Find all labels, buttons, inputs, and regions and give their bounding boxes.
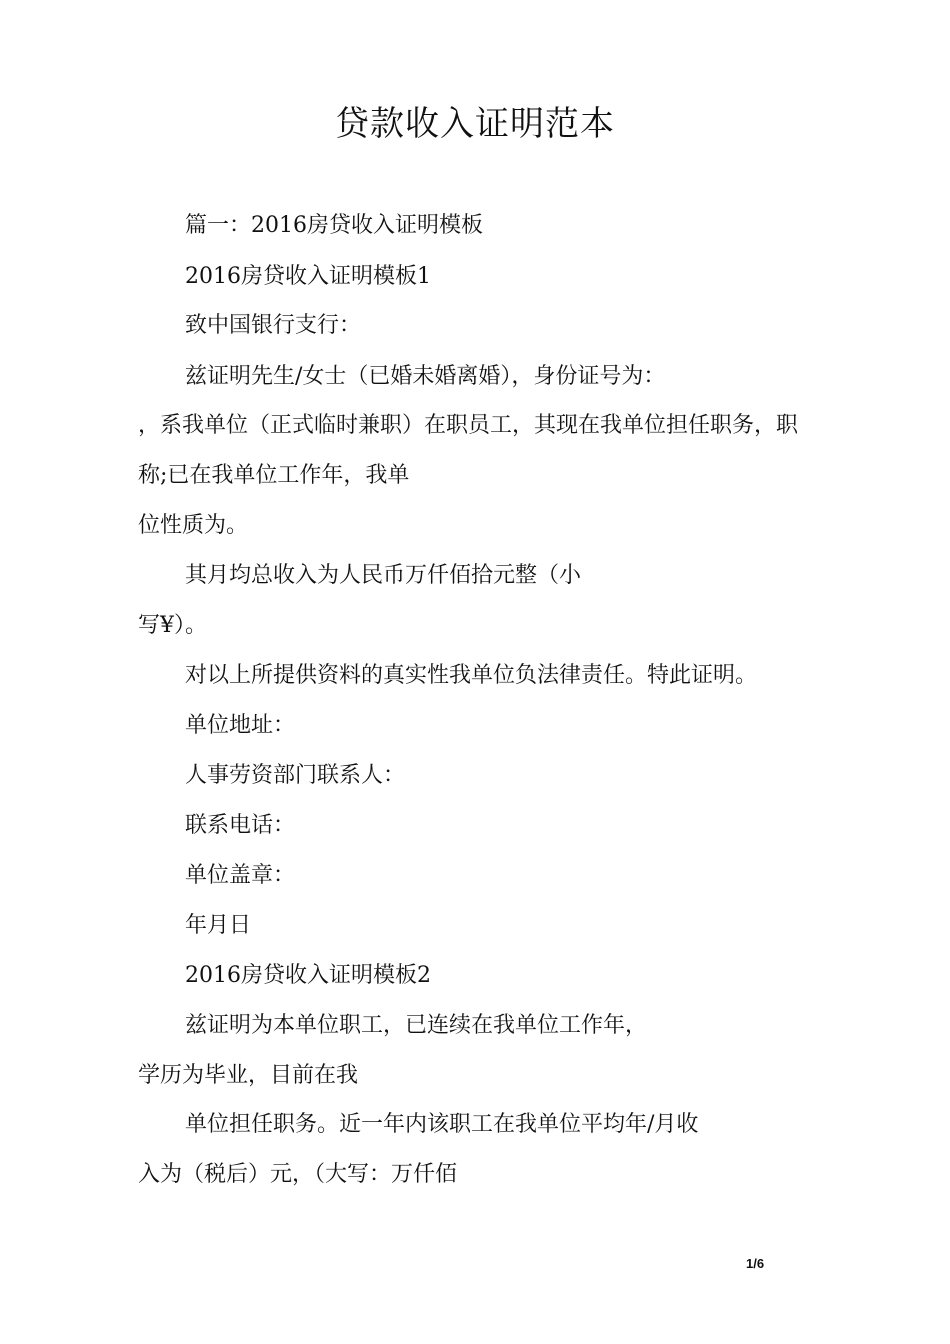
- body-line: 单位担任职务。近一年内该职工在我单位平均年/月收: [185, 1112, 699, 1137]
- section-heading-1: 篇一：2016房贷收入证明模板: [185, 213, 483, 238]
- document-title: 贷款收入证明范本: [335, 104, 615, 144]
- body-line: 位性质为。: [138, 513, 249, 538]
- field-unit-address: 单位地址：: [185, 713, 296, 738]
- body-line: 写¥）。: [138, 613, 207, 638]
- template-heading-1: 2016房贷收入证明模板1: [185, 264, 431, 289]
- body-line: 其月均总收入为人民币万仟佰拾元整（小: [185, 563, 582, 588]
- field-hr-contact: 人事劳资部门联系人：: [185, 763, 406, 788]
- field-phone: 联系电话：: [185, 813, 296, 838]
- body-line: 学历为毕业，目前在我: [138, 1063, 359, 1088]
- body-line: 对以上所提供资料的真实性我单位负法律责任。特此证明。: [185, 663, 758, 688]
- body-line: 入为（税后）元，（大写：万仟佰: [138, 1162, 458, 1187]
- body-line: 兹证明先生/女士（已婚未婚离婚），身份证号为：: [185, 364, 666, 389]
- body-line: 称;已在我单位工作年，我单: [138, 463, 410, 488]
- template-heading-2: 2016房贷收入证明模板2: [185, 963, 431, 988]
- page-number: 1/6: [746, 1256, 765, 1271]
- field-date: 年月日: [185, 913, 252, 938]
- body-line: 兹证明为本单位职工，已连续在我单位工作年，: [185, 1013, 648, 1038]
- field-unit-seal: 单位盖章：: [185, 863, 296, 888]
- body-line: ，系我单位（正式临时兼职）在职员工，其现在我单位担任职务，职: [138, 413, 799, 438]
- salutation: 致中国银行支行：: [185, 313, 362, 338]
